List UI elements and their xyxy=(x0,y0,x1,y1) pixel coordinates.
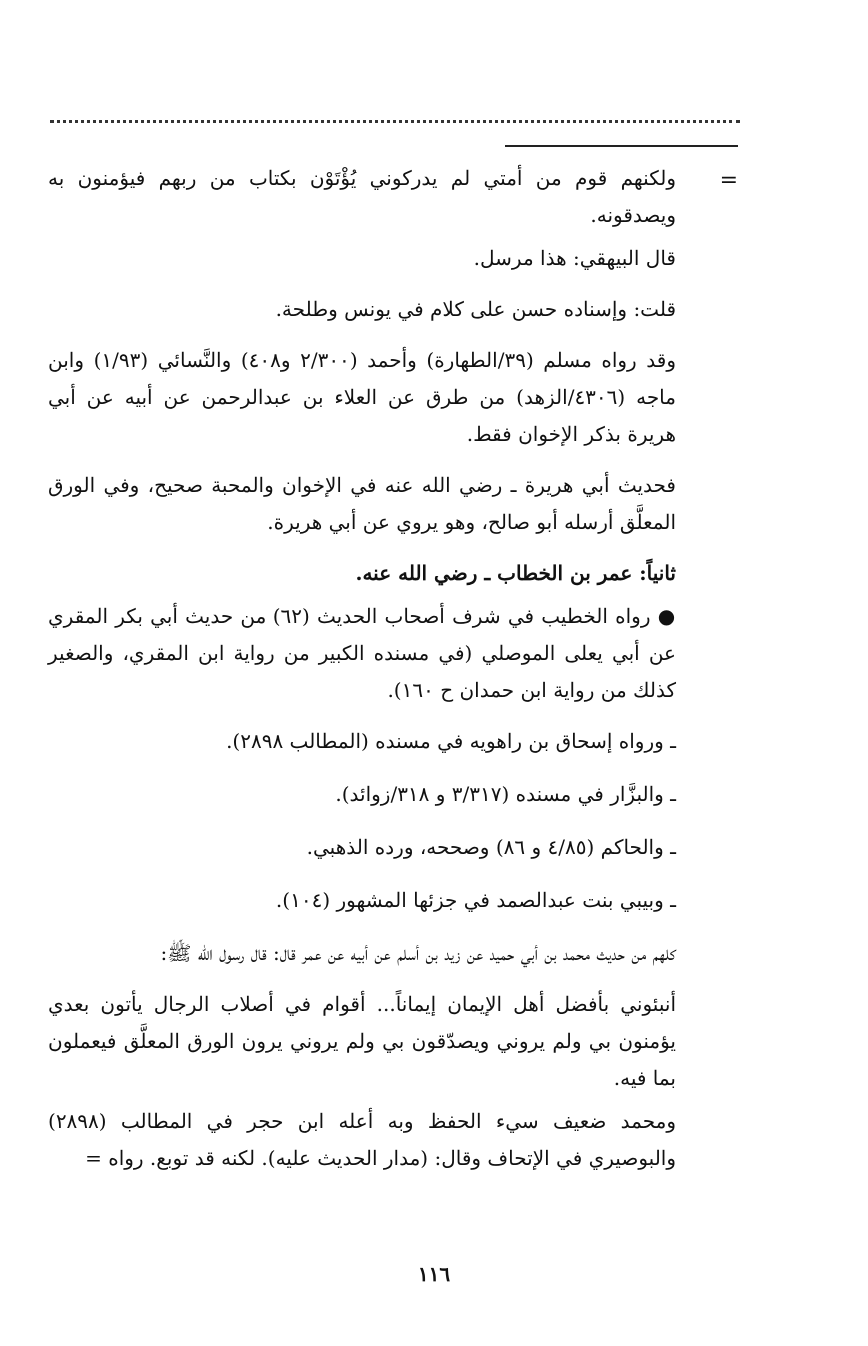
page-body xyxy=(48,160,676,1191)
continuation-mark: = xyxy=(719,168,738,193)
section-heading: ثانياً: عمر بن الخطاب ـ رضي الله عنه. xyxy=(355,561,676,585)
paragraph-7: أنبئوني بأفضل أهل الإيمان إيماناً... أقوام في أصلاب الرجال يأتون بعدي يؤمنون بي ولم يروني ويصدّقون بي ولم يروني يرون الورق المعلَّق فيعملون بما فيه. xyxy=(48,992,676,1090)
dash-item-1: ـ ورواه إسحاق بن راهويه في مسنده (المطالب ٢٨٩٨). xyxy=(226,729,676,753)
dotted-separator xyxy=(50,104,740,123)
paragraph-6: كلهم من حديث محمد بن أبي حميد عن زيد بن أسلم عن أبيه عن عمر قال: قال رسول الله ﷺ: xyxy=(160,941,676,965)
dash-item-4: ـ وبيبي بنت عبدالصمد في جزئها المشهور (١٠٤). xyxy=(275,888,676,912)
bullet-paragraph: ● رواه الخطيب في شرف أصحاب الحديث (٦٢) من حديث أبي بكر المقري عن أبي يعلى الموصلي (في مسنده الكبير من رواية ابن المقري، والصغير كذلك من رواية ابن حمدان ح ١٦٠). xyxy=(48,604,676,702)
paragraph-1: ولكنهم قوم من أمتي لم يدركوني يُؤْتَوْن بكتاب من ربهم فيؤمنون به ويصدقونه. xyxy=(48,166,676,227)
paragraph-8: ومحمد ضعيف سيء الحفظ وبه أعله ابن حجر في المطالب (٢٨٩٨) والبوصيري في الإتحاف وقال: (مدار الحديث عليه). لكنه قد توبع. رواه = xyxy=(48,1109,676,1170)
paragraph-2: قال البيهقي: هذا مرسل. xyxy=(473,246,676,270)
page-number: ١١٦ xyxy=(417,1262,451,1286)
footnote-separator-rule xyxy=(505,145,738,147)
dash-item-2: ـ والبزَّار في مسنده (٣/٣١٧ و ٣١٨/زوائد). xyxy=(335,782,676,806)
dash-item-3: ـ والحاكم (٤/٨٥ و ٨٦) وصححه، ورده الذهبي. xyxy=(306,835,676,859)
paragraph-3: قلت: وإسناده حسن على كلام في يونس وطلحة. xyxy=(275,297,676,321)
paragraph-4: وقد رواه مسلم (٣٩/الطهارة) وأحمد (٢/٣٠٠ و٤٠٨) والنَّسائي (١/٩٣) وابن ماجه (٤٣٠٦/الزهد) من طرق عن العلاء بن عبدالرحمن عن أبيه عن أبي هريرة بذكر الإخوان فقط. xyxy=(48,348,677,446)
paragraph-5: فحديث أبي هريرة ـ رضي الله عنه في الإخوان والمحبة صحيح، وفي الورق المعلَّق أرسله أبو صالح، وهو يروي عن أبي هريرة. xyxy=(48,473,676,534)
